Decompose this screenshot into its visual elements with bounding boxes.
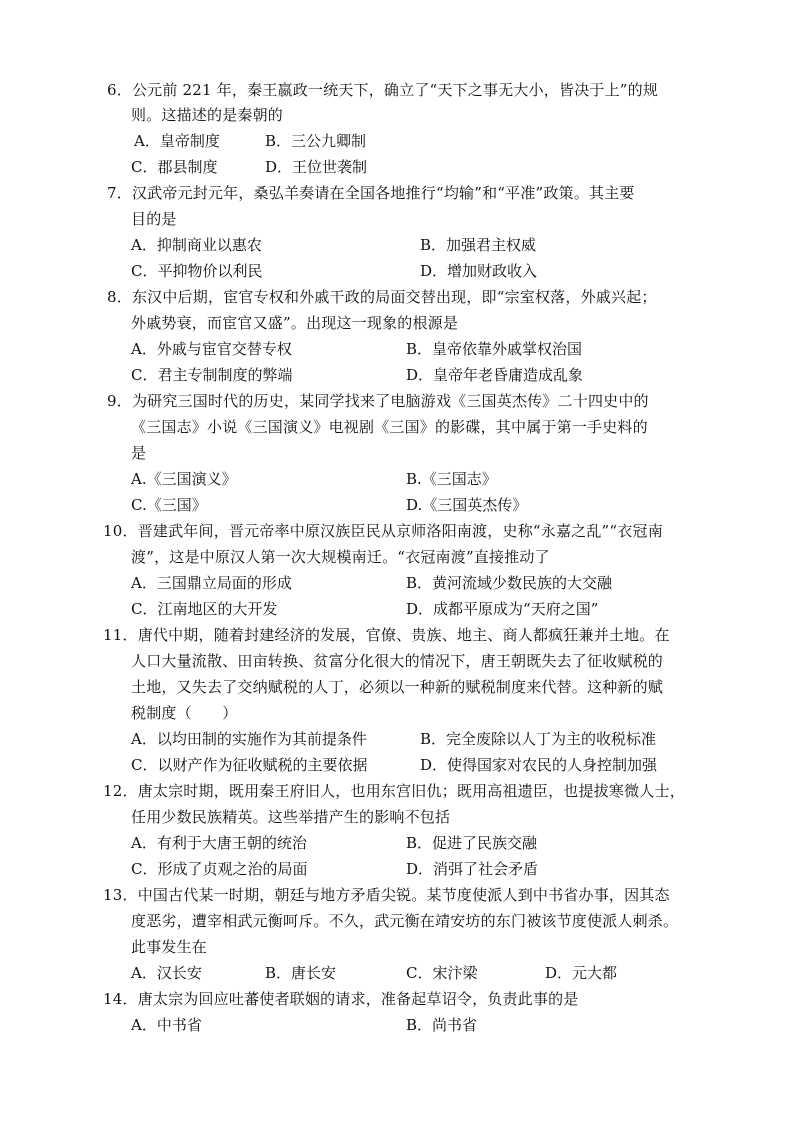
question-number: 6． bbox=[107, 81, 132, 99]
option-d[interactable]: D．皇帝年老昏庸造成乱象 bbox=[406, 366, 584, 384]
option-b[interactable]: B．皇帝依靠外戚掌权治国 bbox=[406, 340, 583, 358]
question-text-line: 渡”，这是中原汉人第一次大规模南迁。“衣冠南渡”直接推动了 bbox=[131, 548, 550, 566]
question-text-line: 《三国志》小说《三国演义》电视剧《三国》的影碟，其中属于第一手史料的 bbox=[131, 418, 648, 436]
option-c[interactable]: C．平抑物价以利民 bbox=[131, 262, 263, 280]
option-c[interactable]: C．以财产作为征收赋税的主要依据 bbox=[131, 756, 368, 774]
question-number: 9． bbox=[107, 392, 132, 410]
option-a[interactable]: A．以均田制的实施作为其前提条件 bbox=[131, 730, 367, 748]
question-text-line: 公元前 221 年，秦王嬴政一统天下，确立了“天下之事无大小，皆决于上”的规 bbox=[131, 81, 659, 99]
question-number: 12． bbox=[103, 782, 138, 800]
option-c[interactable]: C．君主专制制度的弊端 bbox=[131, 366, 293, 384]
question-text-line: 目的是 bbox=[131, 210, 177, 228]
option-d[interactable]: D.《三国英杰传》 bbox=[406, 496, 528, 514]
option-b[interactable]: B．完全废除以人丁为主的收税标准 bbox=[420, 730, 657, 748]
option-a[interactable]: A．有利于大唐王朝的统治 bbox=[131, 834, 307, 852]
option-b[interactable]: B.《三国志》 bbox=[406, 470, 497, 488]
question-text-line: 税制度（ ） bbox=[131, 704, 238, 722]
question-number: 8． bbox=[107, 288, 132, 306]
option-d[interactable]: D．消弭了社会矛盾 bbox=[406, 860, 539, 878]
option-c[interactable]: C．形成了贞观之治的局面 bbox=[131, 860, 308, 878]
question-text-line: 外戚势衰，而宦官又盛”。出现这一现象的根源是 bbox=[131, 314, 459, 332]
option-a[interactable]: A.《三国演义》 bbox=[131, 470, 237, 488]
option-d[interactable]: D．成都平原成为“天府之国” bbox=[406, 600, 599, 618]
question-text-line: 唐代中期，随着封建经济的发展，官僚、贵族、地主、商人都疯狂兼并土地。在 bbox=[137, 626, 670, 644]
option-d[interactable]: D．使得国家对农民的人身控制加强 bbox=[420, 756, 658, 774]
option-a[interactable]: A．皇帝制度 bbox=[134, 132, 220, 150]
option-c[interactable]: C．宋汴梁 bbox=[406, 964, 478, 982]
option-b[interactable]: B．唐长安 bbox=[265, 964, 337, 982]
question-number: 7． bbox=[107, 184, 132, 202]
option-d[interactable]: D．元大都 bbox=[545, 964, 618, 982]
option-d[interactable]: D．增加财政收入 bbox=[420, 262, 538, 280]
question-number: 11． bbox=[103, 626, 138, 644]
question-number: 13． bbox=[103, 886, 138, 904]
option-b[interactable]: B．黄河流域少数民族的大交融 bbox=[406, 574, 613, 592]
question-text-line: 则。这描述的是秦朝的 bbox=[131, 106, 284, 124]
option-d[interactable]: D．王位世袭制 bbox=[265, 158, 368, 176]
question-text-line: 晋建武年间，晋元帝率中原汉族臣民从京师洛阳南渡，史称“永嘉之乱”“衣冠南 bbox=[137, 522, 663, 540]
question-text-line: 中国古代某一时期，朝廷与地方矛盾尖锐。某节度使派人到中书省办事，因其态 bbox=[137, 886, 670, 904]
question-text-line: 唐太宗为回应吐蕃使者联姻的请求，准备起草诏令，负责此事的是 bbox=[137, 990, 579, 1008]
question-text-line: 东汉中后期，宦官专权和外戚干政的局面交替出现，即“宗室权落，外戚兴起； bbox=[131, 288, 657, 306]
question-text-line: 唐太宗时期，既用秦王府旧人，也用东宫旧仇；既用高祖遗臣，也提拔寒微人士， bbox=[137, 782, 685, 800]
option-a[interactable]: A．三国鼎立局面的形成 bbox=[131, 574, 292, 592]
question-text-line: 为研究三国时代的历史，某同学找来了电脑游戏《三国英杰传》二十四史中的 bbox=[131, 392, 649, 410]
option-a[interactable]: A．抑制商业以惠农 bbox=[131, 236, 262, 254]
question-number: 10． bbox=[103, 522, 138, 540]
option-a[interactable]: A．汉长安 bbox=[131, 964, 202, 982]
question-text-line: 任用少数民族精英。这些举措产生的影响不包括 bbox=[131, 808, 451, 826]
option-b[interactable]: B．尚书省 bbox=[406, 1016, 478, 1034]
question-text-line: 人口大量流散、田亩转换、贫富分化很大的情况下，唐王朝既失去了征收赋税的 bbox=[131, 652, 664, 670]
option-b[interactable]: B．三公九卿制 bbox=[265, 132, 367, 150]
option-c[interactable]: C.《三国》 bbox=[131, 496, 207, 514]
question-text-line: 是 bbox=[131, 444, 147, 462]
option-b[interactable]: B．加强君主权威 bbox=[420, 236, 537, 254]
question-number: 14． bbox=[103, 990, 138, 1008]
question-text-line: 此事发生在 bbox=[131, 938, 208, 956]
question-text-line: 汉武帝元封元年，桑弘羊奏请在全国各地推行“均输”和“平准”政策。其主要 bbox=[131, 184, 635, 202]
question-text-line: 土地，又失去了交纳赋税的人丁，必须以一种新的赋税制度来代替。这种新的赋 bbox=[131, 678, 664, 696]
option-c[interactable]: C．郡县制度 bbox=[131, 158, 218, 176]
option-a[interactable]: A．外戚与宦官交替专权 bbox=[131, 340, 292, 358]
question-text-line: 度恶劣，遭宰相武元衡呵斥。不久，武元衡在靖安坊的东门被该节度使派人刺杀。 bbox=[131, 912, 679, 930]
option-a[interactable]: A．中书省 bbox=[131, 1016, 202, 1034]
option-b[interactable]: B．促进了民族交融 bbox=[406, 834, 538, 852]
option-c[interactable]: C．江南地区的大开发 bbox=[131, 600, 278, 618]
